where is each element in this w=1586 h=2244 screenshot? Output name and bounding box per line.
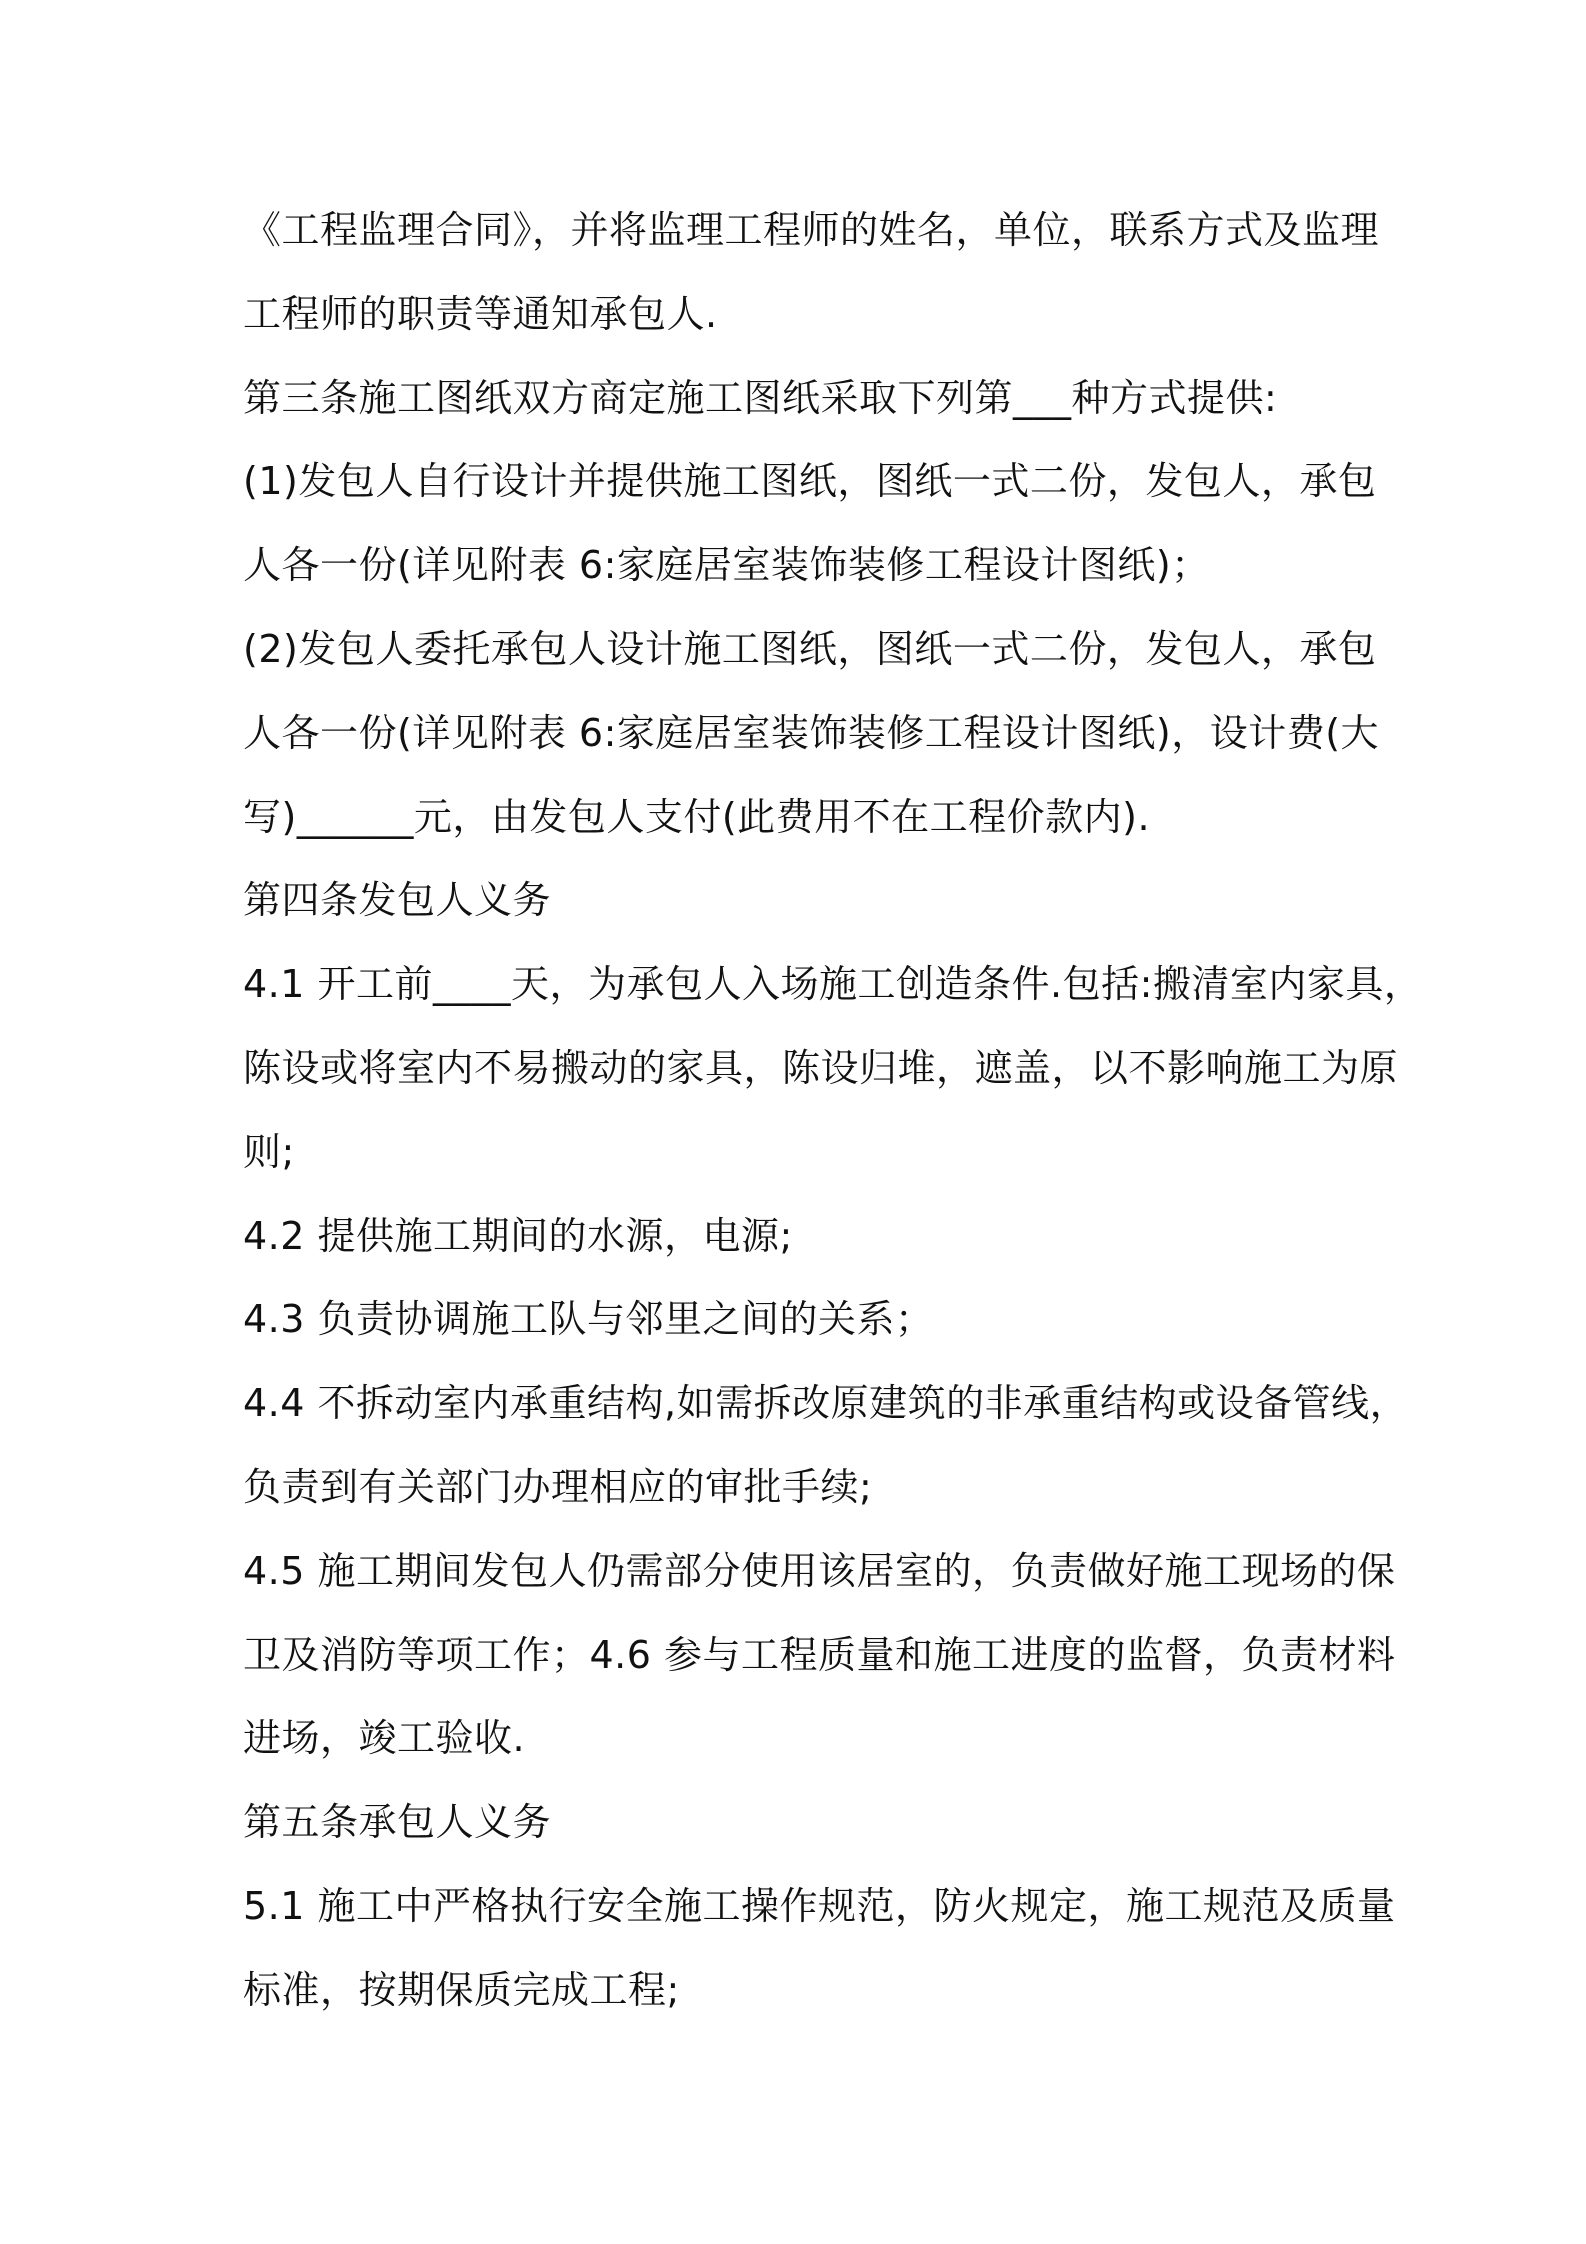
- text-line: (2)发包人委托承包人设计施工图纸，图纸一式二份，发包人，承包: [243, 627, 1377, 671]
- section-heading-article-4: 第四条发包人义务: [243, 878, 552, 922]
- section-heading-article-3: 第三条施工图纸双方商定施工图纸采取下列第___种方式提供:: [243, 376, 1278, 420]
- text-line: 4.3 负责协调施工队与邻里之间的关系；: [243, 1297, 934, 1341]
- text-line: 写)______元，由发包人支付(此费用不在工程价款内).: [243, 795, 1151, 839]
- section-heading-article-5: 第五条承包人义务: [243, 1800, 552, 1844]
- text-line: 《工程监理合同》，并将监理工程师的姓名，单位，联系方式及监理: [243, 208, 1380, 252]
- text-line: (1)发包人自行设计并提供施工图纸，图纸一式二份，发包人，承包: [243, 459, 1377, 503]
- text-line: 标准，按期保质完成工程;: [243, 1968, 680, 2012]
- text-line: 进场，竣工验收.: [243, 1716, 526, 1760]
- text-line: 人各一份(详见附表 6:家庭居室装饰装修工程设计图纸)；: [243, 543, 1210, 587]
- text-line: 人各一份(详见附表 6:家庭居室装饰装修工程设计图纸)，设计费(大: [243, 711, 1380, 755]
- text-line: 4.5 施工期间发包人仍需部分使用该居室的，负责做好施工现场的保: [243, 1549, 1396, 1593]
- text-line: 4.4 不拆动室内承重结构,如需拆改原建筑的非承重结构或设备管线，: [243, 1381, 1409, 1425]
- text-line: 4.1 开工前____天，为承包人入场施工创造条件.包括:搬清室内家具，: [243, 962, 1423, 1006]
- text-line: 5.1 施工中严格执行安全施工操作规范，防火规定，施工规范及质量: [243, 1884, 1396, 1928]
- text-line: 负责到有关部门办理相应的审批手续;: [243, 1465, 873, 1509]
- text-line: 工程师的职责等通知承包人.: [243, 292, 718, 336]
- text-line: 4.2 提供施工期间的水源，电源;: [243, 1214, 793, 1258]
- text-line: 则;: [243, 1130, 295, 1174]
- text-line: 陈设或将室内不易搬动的家具，陈设归堆，遮盖，以不影响施工为原: [243, 1046, 1399, 1090]
- text-line: 卫及消防等项工作；4.6 参与工程质量和施工进度的监督，负责材料: [243, 1633, 1396, 1677]
